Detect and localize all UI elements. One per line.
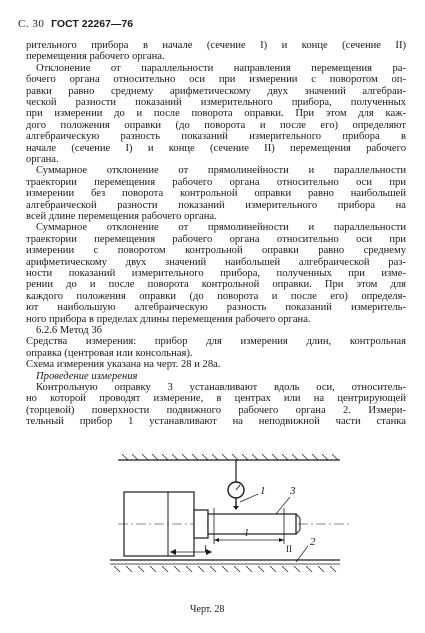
- text-line: траектории перемещения рабочего органа относительно оси при: [26, 233, 406, 245]
- text-line: Проведение измерения: [36, 370, 138, 382]
- label-section-II: II: [286, 544, 292, 554]
- text-line: (торцевой) поверхности подвижного рабочего органа 2. Измери-: [26, 404, 406, 416]
- text-line: ческой разности показаний измерительного прибора, полученных: [26, 97, 406, 108]
- dial-indicator: [228, 482, 244, 510]
- text-line: алгебраическую разность показаний измерительного прибора в: [26, 131, 406, 143]
- label-3: 3: [290, 485, 296, 497]
- text-line: Схема измерения указана на черт. 28 и 28а.: [26, 359, 221, 371]
- text-line: тельный прибор 1 устанавливают на неподвижной части станка: [26, 416, 406, 428]
- text-line: всей длине перемещения рабочего органа.: [26, 211, 217, 222]
- figure-28: [100, 452, 350, 602]
- text-line: Отклонение от параллельности направления перемещения ра-: [36, 62, 406, 74]
- text-line: измерении с поворотом контрольной оправки равно среднему: [26, 245, 406, 257]
- text-line: бочего органа относительно оси при измерении с поворотом оп-: [26, 74, 406, 86]
- text-line: при измерении до и после поворота оправки. При этом для каж-: [26, 108, 406, 120]
- text-line: Суммарное отклонение от прямолинейности и параллельности: [36, 165, 406, 177]
- standard-code: ГОСТ 22267—76: [51, 18, 134, 30]
- label-1: 1: [260, 485, 266, 497]
- text-line: равки равно среднему арифметическому двух значений алгебраи-: [26, 85, 406, 97]
- label-section-I: I: [204, 544, 207, 554]
- text-line: но которой проводят измерение, в центрах или на центрирующей: [26, 393, 406, 405]
- text-line: рении до и после поворота контрольной оправки. При этом для: [26, 279, 406, 291]
- label-l: l: [245, 527, 249, 539]
- page-number: С. 30: [18, 18, 45, 30]
- text-line: органа.: [26, 154, 59, 165]
- text-line: Контрольную оправку 3 устанавливают вдоль оси, относитель-: [36, 382, 406, 393]
- text-line: оправка (центровая или консольная).: [26, 347, 193, 359]
- text-line: 6.2.6 Метод 3б: [36, 325, 103, 336]
- label-2: 2: [310, 536, 316, 548]
- text-line: перемещения рабочего органа.: [26, 51, 165, 63]
- text-line: арифметическому двух значений наибольшей алгебраической раз-: [26, 256, 406, 268]
- fixed-machine-part: [118, 454, 340, 482]
- text-line: каждого положения оправки (до поворота и после его) определя-: [26, 290, 406, 302]
- text-line: траектории перемещения рабочего органа относительно оси при: [26, 176, 406, 188]
- text-line: измерении без поворота контрольной оправки равно наибольшей: [26, 188, 406, 200]
- text-line: начале (сечение I) и конце (сечение II) перемещения рабочего: [26, 142, 406, 154]
- figure-caption: Черт. 28: [190, 604, 225, 615]
- text-line: ности показаний измерительного прибора, полученных при изме-: [26, 268, 406, 279]
- text-line: дого положения оправки (до поворота и после его) определяют: [26, 119, 406, 131]
- text-line: рительного прибора в начале (сечение I) и конце (сечение II): [26, 40, 406, 51]
- text-line: Суммарное отклонение от прямолинейности и параллельности: [36, 222, 406, 234]
- page-header: [18, 18, 133, 31]
- text-line: ного прибора в пределах длины перемещения рабочего органа.: [26, 313, 311, 325]
- text-line: алгебраической разности показаний измерительного прибора на: [26, 199, 406, 211]
- text-line: Средства измерения: прибор для измерения длин, контрольная: [26, 336, 406, 348]
- text-line: ют наибольшую алгебраическую разность показаний измеритель-: [26, 302, 406, 314]
